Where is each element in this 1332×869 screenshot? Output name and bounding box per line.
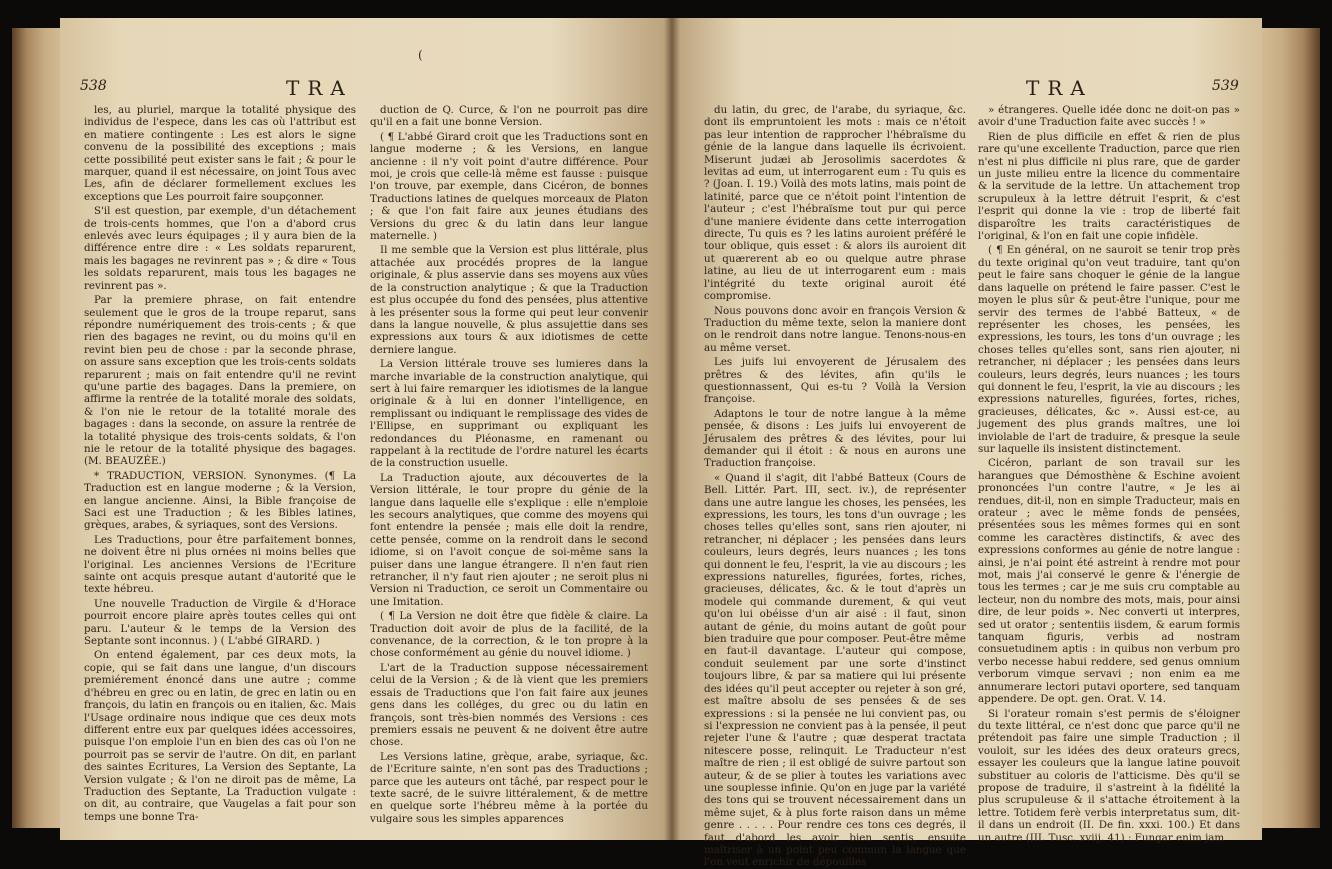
paragraph: Nous pouvons donc avoir en françois Version & Traduction du même texte, selon la maniere dont on le rendroit dans notre langue. Tenons-nous-en au même verset. [704,304,966,354]
book-gutter [664,18,680,840]
paragraph: La Version littérale trouve ses lumieres dans la marche invariable de la construction analytique, qui sert à lui faire remarquer les idiotismes de la langue originale & à lui en donner l'intelligence, en remplissant ou indiquant le remplissage des vides de l'Ellipse, en supprimant ou expliquant les redondances du Pléonasme, en ramenant ou rappelant à la rectitude de l'ordre naturel les écarts de la construction usuelle. [370,358,648,470]
paragraph: du latin, du grec, de l'arabe, du syriaque, &c. dont ils empruntoient les mots : mais ce n'étoit pas leur intention de rapprocher l'hébraïsme du génie de la langue dans laquelle ils écrivoient. Miserunt judæi ab Jerosolimis sacerdotes & levitas ad eum, ut interrogarent eum : Tu quis es ? (Joan. I. 19.) Voilà des mots latins, mais point de latinité, parce que ce n'étoit point l'intention de l'auteur ; c'est l'hébraïsme tout pur qui perce d'une maniere évidente dans cette interrogation directe, Tu quis es ? les latins auroient préféré le tour oblique, quis esset : & alors ils auroient dit ut quærerent ab eo ou quelque autre phrase latine, au lieu de ut interrogarent eum : mais l'intégrité du texte original auroit été compromise. [704,104,966,303]
paragraph: Les juifs lui envoyerent de Jérusalem des prêtres & des lévites, afin qu'ils le questionnassent, Qui es-tu ? Voilà la Version françoise. [704,356,966,406]
paragraph: Par la premiere phrase, on fait entendre seulement que le gros de la troupe reparut, sans répondre numériquement des trois-cents ; & que rien des bagages ne revint, ou du moins qu'il en revint bien peu de chose : par la seconde phrase, on assure sans exception que les trois-cents soldats reparurent ; mais on fait entendre qu'il ne revint qu'une partie des bagages. Dans la premiere, on affirme la rentrée de la totalité morale des soldats, & l'on nie le retour de la totalité morale des bagages : dans la seconde, on assure la rentrée de la totalité physique des trois-cents soldats, & l'on nie le retour de la totalité physique des bagages. (M. BEAUZÉE.) [84,294,356,468]
left-column-2 [370,104,648,826]
paragraph: Adaptons le tour de notre langue à la même pensée, & disons : Les juifs lui envoyerent de Jérusalem des prêtres & des lévites, pour lui demander qui il étoit : & nous en aurons une Traduction françoise. [704,407,966,470]
running-header: TRA [1026,76,1093,100]
paragraph: ( ¶ En général, on ne sauroit se tenir trop près du texte original qu'on veut traduire, tant qu'on peut le faire sans choquer le génie de la langue dans laquelle on prétend le faire passer. C'est le moyen le plus sûr & peut-être l'unique, pour me servir des termes de l'abbé Batteux, « de représenter les choses, les pensées, les expressions, les tours, les tons d'un ouvrage ; les choses telles qu'elles sont, sans rien ajouter, ni retrancher, ni déplacer ; les pensées dans leurs couleurs, leurs degrés, leurs nuances ; les tours qui donnent le feu, l'esprit, la vie au discours ; les expressions naturelles, figurées, fortes, riches, gracieuses, délicates, &c ». Aussi est-ce, au jugement des plus grands maîtres, une loi inviolable de l'art de traduire, & presque la seule sur laquelle ils insistent distinctement. [978,244,1240,455]
right-page [672,18,1262,869]
paragraph: Les Traductions, pour être parfaitement bonnes, ne doivent être ni plus ornées ni moins belles que l'original. Les anciennes Versions de l'Ecriture sainte ont acquis presque autant d'autorité que le texte hébreu. [84,533,356,596]
paragraph: Une nouvelle Traduction de Virgile & d'Horace pourroit encore plaire après toutes celles qui ont paru. L'auteur & le temps de la Version des Septante sont inconnus. ) ( L'abbé GIRARD. ) [84,597,356,648]
running-header: TRA [286,76,353,100]
paragraph: Rien de plus difficile en effet & rien de plus rare qu'une excellente Traduction, parce que rien n'est ni plus difficile ni plus rare, que de garder un juste milieu entre la licence du commentaire & la servitude de la lettre. Un attachement trop scrupuleux à la lettre détruit l'esprit, & c'est l'esprit qui donne la vie : trop de liberté fait disparoître les traits caractéristiques de l'original, & l'on en fait une copie infidèle. [978,130,1240,243]
book-spread [12,18,1320,869]
paragraph: On entend également, par ces deux mots, la copie, qui se fait dans une langue, d'un discours premiérement énoncé dans une autre ; comme d'hébreu en grec ou en latin, de grec en latin ou en françois, du latin en françois ou en italien, &c. Mais l'Usage ordinaire nous indique que ces deux mots different entre eux par quelques idées accessoires, puisque l'on emploie l'un en bien des cas où l'on ne pourroit pas se servir de l'autre. On dit, en parlant des saintes Ecritures, La Version des Septante, La Version vulgate ; & l'on ne diroit pas de même, La Traduction des Septante, La Traduction vulgate : on dit, au contraire, que Vaugelas a fait pour son temps une bonne Tra- [84,649,356,823]
paragraph: ( ¶ L'abbé Girard croit que les Traductions sont en langue moderne ; & les Versions, en langue ancienne : il n'y voit point d'autre différence. Pour moi, je crois que celle-là même est fausse : puisque l'on trouve, par exemple, dans Cicéron, de bonnes Traductions latines de quelques morceaux de Platon ; & que l'on fait faire aux jeunes étudians des Versions du grec & du latin dans leur langue maternelle. ) [370,130,648,243]
gutter-mark: ( [418,48,423,62]
paragraph: « Quand il s'agit, dit l'abbé Batteux (Cours de Bell. Littér. Part. III, sect. iv.), de représenter dans une autre langue les choses, les pensées, les expressions, les tours, les tons d'un ouvrage ; les choses telles qu'elles sont, sans rien ajouter, ni retrancher, ni déplacer ; les pensées dans leurs couleurs, leurs degrés, leurs nuances ; les tons qui donnent le feu, l'esprit, la vie au discours ; les expressions naturelles, figurées, fortes, riches, gracieuses, délicates, &c. & le tout d'après un modele qui commande durement, & qui veut qu'on lui obéisse d'un air aisé : il faut, sinon autant de génie, du moins autant de goût pour bien traduire que pour composer. Peut-être même en faut-il davantage. L'auteur qui compose, conduit seulement par une sorte d'instinct toujours libre, & par sa matiere qui lui présente des idées qu'il peut accepter ou rejeter à son gré, est maître absolu de ses pensées & de ses expressions : si la pensée ne lui convient pas, ou si l'expression ne convient pas à la pensée, il peut rejeter l'une & l'autre ; quæ desperat tractata nitescere posse, relinquit. Le Traducteur n'est maître de rien ; il est obligé de suivre partout son auteur, & de se plier à toutes les variations avec une souplesse infinie. Qu'on en juge par la variété des tons qui se trouvent nécessairement dans un même sujet, & à plus forte raison dans un même genre . . . . . Pour rendre ces tons ces degrés, il faut d'abord les avoir bien sentis, ensuite maîtriser à un point peu commun la langue que l'on veut enrichir de dépouilles [704,471,966,869]
page-number: 538 [80,78,107,94]
right-column-1 [704,104,966,869]
paragraph: * TRADUCTION, VERSION. Synonymes. (¶ La Traduction est en langue moderne ; & la Version, en langue ancienne. Ainsi, la Bible françoise de Saci est une Traduction ; & les Bibles latines, grèques, arabes, & syriaques, sont des Versions. [84,469,356,532]
right-column-2 [978,104,1240,844]
paragraph: Cicéron, parlant de son travail sur les harangues que Démosthène & Eschine avoient prononcées l'un contre l'autre, « Je les ai rendues, dit-il, non en simple Traducteur, mais en orateur ; avec le même fonds de pensées, présentées sous les mêmes formes qui en sont comme les caractères distinctifs, & avec des expressions conformes au génie de notre langue : ainsi, je n'ai point été astreint à rendre mot pour mot, mais j'ai conservé le genre & l'énergie de tous les termes ; car je me suis cru comptable au lecteur, non du nombre des mots, mais, pour ainsi dire, de leur poids ». Nec converti ut interpres, sed ut orator ; sententiis iisdem, & earum formis tanquam figuris, verbis ad nostram consuetudinem aptis : in quibus non verbum pro verbo necesse habui reddere, sed genus omnium verborum vimque servavi ; non enim ea me annumerare lectori putavi oportere, sed tanquam appendere. De opt. gen. Orat. V. 14. [978,457,1240,706]
left-column-1 [84,104,356,826]
paragraph: » étrangeres. Quelle idée donc ne doit-on pas » avoir d'une Traduction faite avec succès ! » [978,104,1240,129]
paragraph: Les Versions latine, grèque, arabe, syriaque, &c. de l'Ecriture sainte, n'en sont pas des Traductions ; parce que les auteurs ont tâché, par respect pour le texte sacré, de le suivre littéralement, & de mettre en quelque sorte l'hébreu même à la portée du vulgaire sous les simples apparences [370,750,648,825]
paragraph: les, au pluriel, marque la totalité physique des individus de l'espece, dans les cas où l'attribut est en matiere contingente : Les est alors le signe convenu de la possibilité des exceptions ; mais cette possibilité peut exister sans le fait ; & pour le marquer, quand il est nécessaire, on joint Tous avec Les, afin de déclarer formellement exclues les exceptions que Les pourroit faire soupçonner. [84,104,356,203]
page-number: 539 [1212,78,1239,94]
paragraph: S'il est question, par exemple, d'un détachement de trois-cents hommes, que l'on a d'abord crus enlevés avec leurs équipages ; il y aura bien de la différence entre dire : « Les soldats reparurent, mais les bagages ne revinrent pas » ; & dire « Tous les soldats reparurent, mais tous les bagages ne revinrent pas ». [84,205,356,292]
paragraph: Si l'orateur romain s'est permis de s'éloigner du texte littéral, ce n'est donc que parce qu'il ne prétendoit pas faire une simple Traduction ; il vouloit, sur les idées des deux orateurs grecs, essayer les couleurs que la langue latine pouvoit substituer au coloris de l'atticisme. Dès qu'il se propose de traduire, il s'astreint à la fidélité la plus scrupuleuse & il s'attache étroitement à la lettre. Totidem ferè verbis interpretatus sum, dit-il dans un endroit (II. De fin. xxxi. 100.) Et dans un autre (III. Tusc. xviij. 41) : Fungar enim jam [978,707,1240,844]
paragraph: ( ¶ La Version ne doit être que fidèle & claire. La Traduction doit avoir de plus de la facilité, de la convenance, de la correction, & le ton propre à la chose conformément au génie du nouvel idiome. ) [370,610,648,660]
paragraph: L'art de la Traduction suppose nécessairement celui de la Version ; & de là vient que les premiers essais de Traductions que l'on fait faire aux jeunes gens dans les colléges, du grec ou du latin en françois, sont très-bien nommés des Versions : ces premiers essais ne peuvent & ne doivent être autre chose. [370,661,648,749]
paragraph: duction de Q. Curce, & l'on ne pourroit pas dire qu'il en a fait une bonne Version. [370,104,648,129]
left-page [60,18,672,840]
paragraph: La Traduction ajoute, aux découvertes de la Version littérale, le tour propre du génie de la langue dans laquelle elle s'explique : elle n'emploie les secours analytiques, que comme des moyens qui font entendre la pensée ; mais elle doit la rendre, cette pensée, comme on la rendroit dans le second idiome, si on l'avoit conçue de soi-même sans la puiser dans une langue étrangere. Il n'en faut rien retrancher, il n'y faut rien ajouter ; ne seroit plus ni Version ni Traduction, ce seroit un Commentaire ou une Imitation. [370,471,648,608]
paragraph: Il me semble que la Version est plus littérale, plus attachée aux procédés propres de la langue originale, & plus asservie dans ses moyens aux vûes de la construction analytique ; & que la Traduction est plus occupée du fond des pensées, plus attentive à les présenter sous la forme qui peut leur convenir dans la langue nouvelle, & plus assujettie dans ses expressions aux tours & aux idiotismes de cette derniere langue. [370,244,648,356]
